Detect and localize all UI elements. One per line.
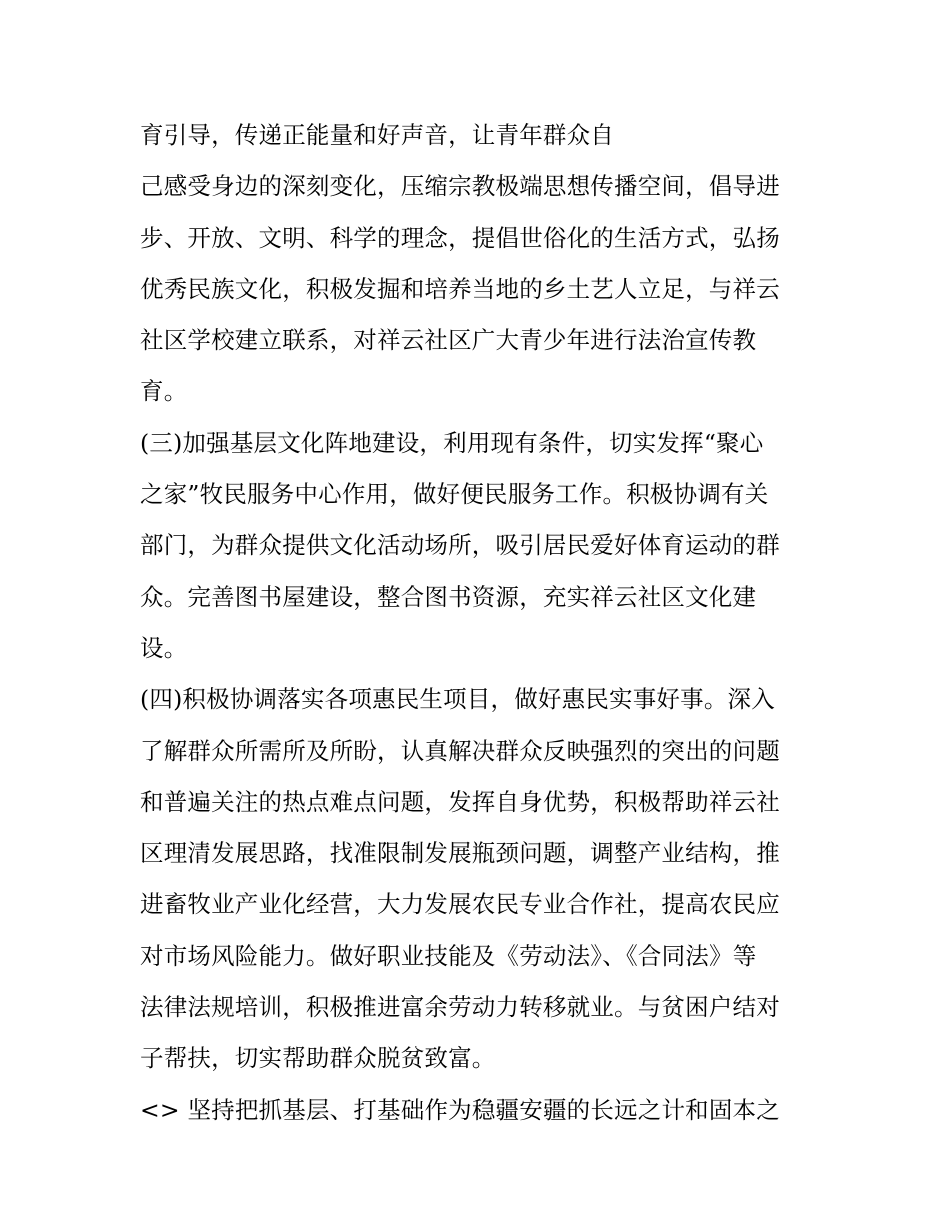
text-line: 步、开放、文明、科学的理念，提倡世俗化的生活方式，弘扬 <box>140 223 780 252</box>
text-line: 之家”牧民服务中心作用，做好便民服务工作。积极协调有关 <box>140 480 769 509</box>
text-line: 对市场风险能力。做好职业技能及《劳动法》、《合同法》等 <box>140 941 757 970</box>
text-line: 设。 <box>140 633 188 662</box>
text-line: 区理清发展思路，找准限制发展瓶颈问题，调整产业结构，推 <box>140 839 780 868</box>
text-line: 子帮扶，切实帮助群众脱贫致富。 <box>140 1044 496 1073</box>
text-line: 了解群众所需所及所盼，认真解决群众反映强烈的突出的问题 <box>140 736 780 765</box>
text-line: 部门，为群众提供文化活动场所，吸引居民爱好体育运动的群 <box>140 531 780 560</box>
text-line: 进畜牧业产业化经营，大力发展农民专业合作社，提高农民应 <box>140 890 780 919</box>
text-line: 众。完善图书屋建设，整合图书资源，充实祥云社区文化建 <box>140 582 757 611</box>
text-line: 和普遍关注的热点难点问题，发挥自身优势，积极帮助祥云社 <box>140 787 780 816</box>
section-heading-line: (三)加强基层文化阵地建设，利用现有条件，切实发挥“聚心 <box>140 428 764 457</box>
text-line: 己感受身边的深刻变化，压缩宗教极端思想传播空间，倡导进 <box>140 172 780 201</box>
text-line: 育引导，传递正能量和好声音，让青年群众自 <box>140 121 614 149</box>
section-heading-line: <> 坚持把抓基层、打基础作为稳疆安疆的长远之计和固本之 <box>140 1095 780 1124</box>
body-text <box>140 110 830 1136</box>
text-line: 育。 <box>140 377 188 406</box>
text-line: 优秀民族文化，积极发掘和培养当地的乡土艺人立足，与祥云 <box>140 274 780 303</box>
text-line: 法律法规培训，积极推进富余劳动力转移就业。与贫困户结对 <box>140 993 780 1022</box>
section-heading-line: (四)积极协调落实各项惠民生项目，做好惠民实事好事。深入 <box>140 685 775 714</box>
text-line: 社区学校建立联系，对祥云社区广大青少年进行法治宣传教 <box>140 326 757 355</box>
